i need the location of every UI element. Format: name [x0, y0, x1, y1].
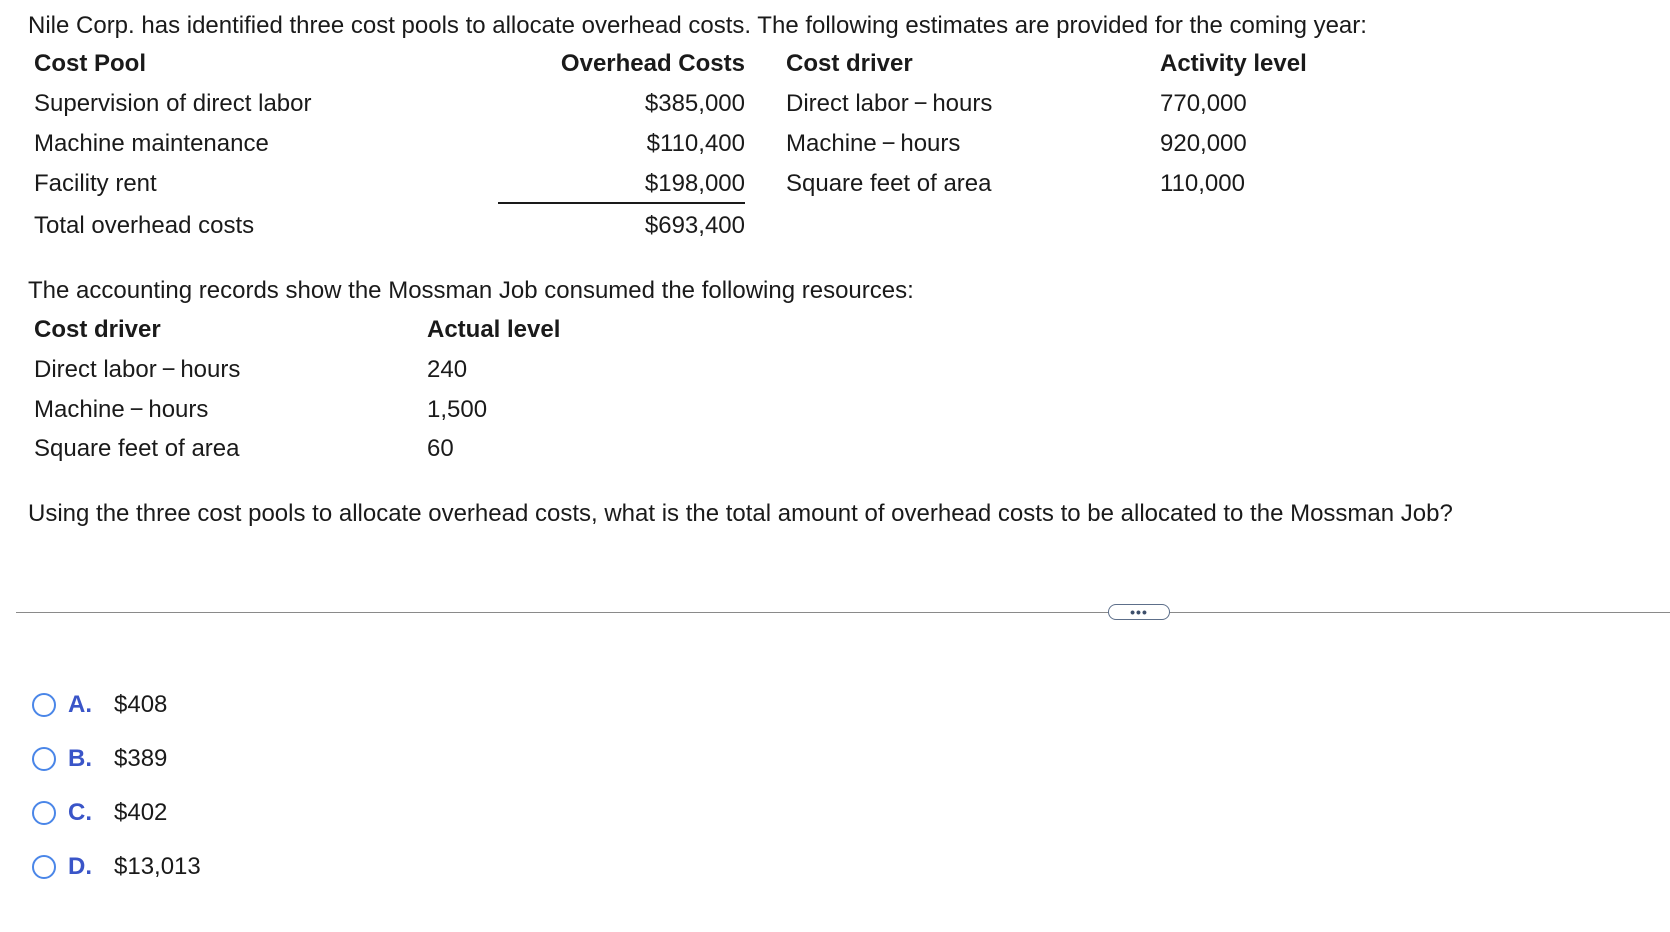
pool-row-2-cost: $110,400 — [646, 130, 745, 157]
option-value-c: $402 — [114, 799, 168, 826]
question-prompt: Using the three cost pools to allocate overhead costs, what is the total amount of overhead costs to be allocated to the Mossman Job? — [28, 500, 1453, 527]
more-options-button[interactable]: ••• — [1108, 604, 1170, 620]
job-header-cost-driver: Cost driver — [34, 316, 161, 343]
pool-row-1-activity: 770,000 — [1160, 90, 1247, 117]
answer-option-a[interactable] — [32, 690, 167, 720]
job-row-1-level: 240 — [427, 356, 468, 383]
job-row-3-level: 60 — [427, 435, 454, 462]
radio-button-b[interactable] — [32, 747, 56, 771]
header-cost-driver: Cost driver — [786, 50, 913, 77]
option-value-a: $408 — [114, 691, 168, 718]
option-value-b: $389 — [114, 745, 168, 772]
answer-option-c[interactable] — [32, 798, 167, 828]
pool-row-3-name: Facility rent — [34, 170, 157, 197]
option-letter-a: A. — [68, 691, 92, 718]
answer-option-d[interactable] — [32, 852, 201, 882]
radio-button-a[interactable] — [32, 693, 56, 717]
option-letter-c: C. — [68, 799, 92, 826]
total-label: Total overhead costs — [34, 212, 255, 239]
pool-row-1-driver: Direct labor − hours — [786, 90, 993, 117]
option-letter-b: B. — [68, 745, 92, 772]
header-cost-pool: Cost Pool — [34, 50, 146, 77]
section-divider — [16, 612, 1670, 613]
sum-rule — [498, 202, 745, 204]
answer-option-b[interactable] — [32, 744, 167, 774]
pool-row-1-cost: $385,000 — [644, 90, 745, 117]
pool-row-3-cost: $198,000 — [644, 170, 745, 197]
radio-button-c[interactable] — [32, 801, 56, 825]
option-letter-d: D. — [68, 853, 92, 880]
job-row-3-driver: Square feet of area — [34, 435, 240, 462]
records-text: The accounting records show the Mossman Job consumed the following resources: — [28, 277, 914, 304]
header-activity-level: Activity level — [1160, 50, 1307, 77]
pool-row-3-driver: Square feet of area — [786, 170, 992, 197]
radio-button-d[interactable] — [32, 855, 56, 879]
pool-row-1-name: Supervision of direct labor — [34, 90, 312, 117]
job-header-actual-level: Actual level — [427, 316, 561, 343]
job-row-1-driver: Direct labor − hours — [34, 356, 241, 383]
pool-row-2-driver: Machine − hours — [786, 130, 961, 157]
pool-row-3-activity: 110,000 — [1160, 170, 1245, 197]
total-value: $693,400 — [644, 212, 745, 239]
job-row-2-level: 1,500 — [427, 396, 488, 423]
pool-row-2-activity: 920,000 — [1160, 130, 1247, 157]
option-value-d: $13,013 — [114, 853, 201, 880]
job-row-2-driver: Machine − hours — [34, 396, 209, 423]
pool-row-2-name: Machine maintenance — [34, 130, 269, 157]
header-overhead-costs: Overhead Costs — [560, 50, 745, 77]
question-intro: Nile Corp. has identified three cost pools to allocate overhead costs. The following estimates are provided for the coming year: — [28, 12, 1367, 39]
